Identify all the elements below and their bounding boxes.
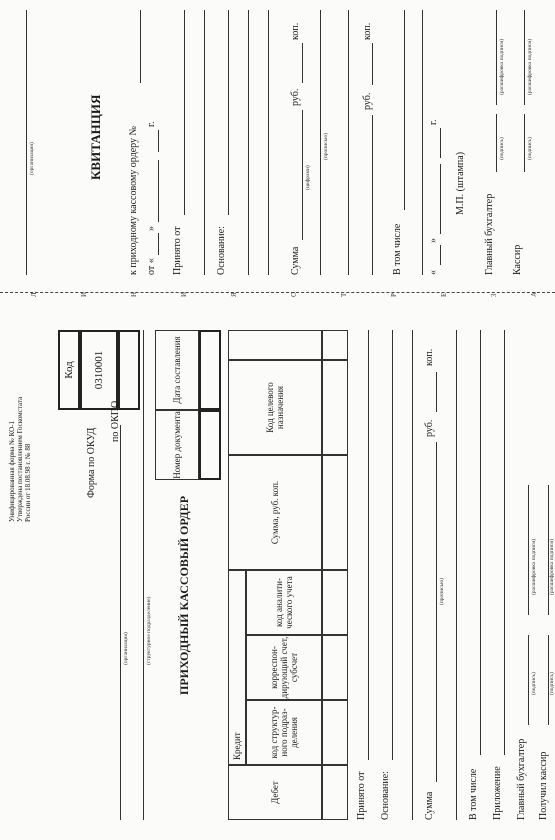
receipt-order-number-line [140, 10, 141, 83]
sum-kop-line [436, 372, 437, 412]
receipt-sum-kop-line [302, 43, 303, 83]
row-purpose-cell [322, 360, 348, 455]
receipt-received-from-label: Принято от [172, 226, 183, 275]
receipt-year-line [158, 130, 159, 152]
receipt-quote-close: » [146, 226, 157, 231]
receipt-basis-line-1 [228, 10, 229, 215]
sum-words-caption: (прописью) [439, 577, 445, 605]
header-line-3: России от 18.08.98 г. № 88 [24, 443, 32, 522]
receipt-sum-kop-label: коп. [290, 22, 301, 40]
cut-line-letters [0, 286, 555, 300]
row-sum-cell [322, 455, 348, 570]
cut-char-4: И [180, 291, 188, 297]
cut-char-9: Е [440, 292, 448, 297]
receipt-cashier-decode-line [524, 10, 525, 105]
receipt-stamp-label: М.П. (штампа) [455, 151, 466, 215]
struct-label: код структур-ного подраз-деления [269, 706, 299, 759]
receipt-received-line-2 [204, 10, 205, 275]
header-line-2: Утверждена постановлением Госкомстата [16, 396, 24, 522]
okud-value: 0310001 [93, 350, 105, 390]
receipt-day-line [158, 233, 159, 255]
receipt-date-month-line [440, 164, 441, 234]
receipt-sum-figures-line [302, 110, 303, 240]
cut-char-1: Л [30, 292, 38, 297]
receipt-sum-kop-line-2 [372, 43, 373, 85]
receipt-date-quote-close: » [428, 238, 439, 243]
cut-char-2: И [80, 291, 88, 297]
receipt-month-line [158, 160, 159, 222]
receipt-basis-line-3 [268, 10, 269, 275]
sum-line [436, 442, 437, 782]
received-from-label: Принято от [356, 771, 367, 820]
receipt-date-open: « [428, 270, 439, 275]
including-label: В том числе [468, 768, 479, 820]
sum-rub-label: руб. [424, 419, 435, 437]
receipt-sum-rub-label-2: руб. [362, 92, 373, 110]
col-analytic-header [246, 570, 322, 635]
receipt-cashier-label: Кассир [512, 244, 523, 275]
chief-signature-line [528, 635, 529, 725]
credit-label: Кредит [232, 732, 242, 760]
receipt-basis-label: Основание: [216, 226, 227, 275]
receipt-cashier-decode-caption: (расшифровка подписи) [527, 38, 533, 95]
analytic-label: код аналити-ческого учета [274, 576, 294, 629]
receipt-to-order-label: к приходному кассовому ордеру № [128, 125, 139, 275]
receipt-cashier-signature-caption: (подпись) [527, 137, 533, 160]
attachment-line [504, 330, 505, 755]
doc-date-cell [199, 330, 221, 410]
sum-col-label: Сумма, руб. коп. [270, 480, 280, 545]
basis-label: Основание: [380, 771, 391, 820]
doc-number-header [155, 410, 199, 480]
receipt-organization-caption: (организация) [29, 142, 35, 175]
okud-code-cell [80, 330, 118, 410]
col-sum-header [228, 455, 322, 570]
receipt-date-day-line [440, 245, 441, 265]
chief-decode-line [528, 485, 529, 615]
cashier-decode-caption: (расшифровка подписи) [549, 538, 555, 595]
cut-char-5: Я [230, 292, 238, 297]
receipt-sum-label: Сумма [290, 246, 301, 275]
col-empty-header [228, 330, 322, 360]
receipt-chief-accountant-label: Главный бухгалтер [484, 193, 495, 275]
cut-char-8: Р [390, 293, 398, 297]
okpo-code-cell [118, 330, 140, 410]
attachment-label: Приложение [492, 766, 503, 820]
row-empty-cell [322, 330, 348, 360]
receipt-title: КВИТАНЦИЯ [88, 94, 103, 180]
code-header-cell [58, 330, 80, 410]
sum-label: Сумма [424, 791, 435, 820]
chief-signature-caption: (подпись) [531, 672, 537, 695]
doc-number-label: Номер документа [172, 411, 182, 479]
organization-line [120, 425, 121, 820]
col-debit-header [228, 765, 322, 820]
receipt-sum-words-line [320, 10, 321, 275]
receipt-from-label: от « [146, 258, 157, 275]
chief-accountant-label: Главный бухгалтер [516, 738, 527, 820]
okpo-label: по ОКПО [110, 400, 121, 442]
receipt-date-year-line [440, 128, 441, 158]
receipt-chief-signature-line [496, 114, 497, 172]
col-purpose-header [228, 360, 322, 455]
row-struct-cell [322, 700, 348, 765]
receipt-including-line [404, 10, 405, 210]
receipt-sum-figures-caption: (цифрами) [305, 165, 311, 190]
receipt-including-label: В том числе [392, 223, 403, 275]
doc-date-label: Дата составления [172, 336, 182, 404]
cut-char-11: А [530, 291, 538, 297]
header-line-1: Унифицированная форма № КО-1 [8, 421, 16, 522]
receipt-organization-line [26, 10, 27, 275]
form-header [8, 322, 32, 522]
receipt-year-label: г. [146, 121, 157, 127]
col-credit-header [228, 570, 246, 765]
receipt-cashier-signature-line [524, 114, 525, 172]
basis-line-1 [392, 330, 393, 760]
cut-char-6: О [290, 291, 298, 297]
cut-char-7: Т [340, 292, 348, 297]
sum-kop-label: коп. [424, 348, 435, 366]
col-struct-header [246, 700, 322, 765]
row-corr-cell [322, 635, 348, 700]
receipt-basis-line-2 [248, 10, 249, 275]
receipt-sum-rub-label: руб. [290, 88, 301, 106]
receipt-date-year-label: г. [428, 119, 439, 125]
code-label: Код [63, 361, 75, 379]
receipt-sum-words-line-3 [372, 115, 373, 275]
subdivision-caption: (структурное подразделение) [146, 596, 152, 665]
basis-line-2 [412, 330, 413, 820]
doc-number-cell [199, 410, 221, 480]
debit-label: Дебет [270, 781, 280, 804]
row-analytic-cell [322, 570, 348, 635]
receipt-chief-decode-line [496, 10, 497, 105]
organization-caption: (организация) [123, 632, 129, 665]
subdivision-line [143, 330, 144, 820]
doc-date-header [155, 330, 199, 410]
cut-char-3: Н [130, 291, 138, 297]
okud-label: Форма по ОКУД [86, 427, 97, 498]
col-corr-header [246, 635, 322, 700]
order-title: ПРИХОДНЫЙ КАССОВЫЙ ОРДЕР [177, 495, 191, 695]
receipt-sum-words-caption: (прописью) [323, 132, 329, 160]
receipt-chief-signature-caption: (подпись) [499, 137, 505, 160]
corr-label: корреспон-дирующий счет, субсчет [269, 636, 299, 699]
purpose-label: Код целевого назначения [265, 382, 285, 433]
cashier-label: Получил кассир [538, 751, 549, 820]
received-from-line [368, 330, 369, 760]
receipt-chief-decode-caption: (расшифровка подписи) [499, 38, 505, 95]
receipt-including-line-2 [422, 10, 423, 275]
receipt-sum-kop-label-2: коп. [362, 22, 373, 40]
cashier-signature-caption: (подпись) [549, 672, 555, 695]
row-debit-cell [322, 765, 348, 820]
including-line [480, 330, 481, 755]
chief-decode-caption: (расшифровка подписи) [531, 538, 537, 595]
receipt-sum-words-line-2 [348, 10, 349, 275]
receipt-received-line-1 [184, 10, 185, 215]
sum-line-2 [456, 330, 457, 820]
cut-char-10: З [490, 293, 498, 297]
